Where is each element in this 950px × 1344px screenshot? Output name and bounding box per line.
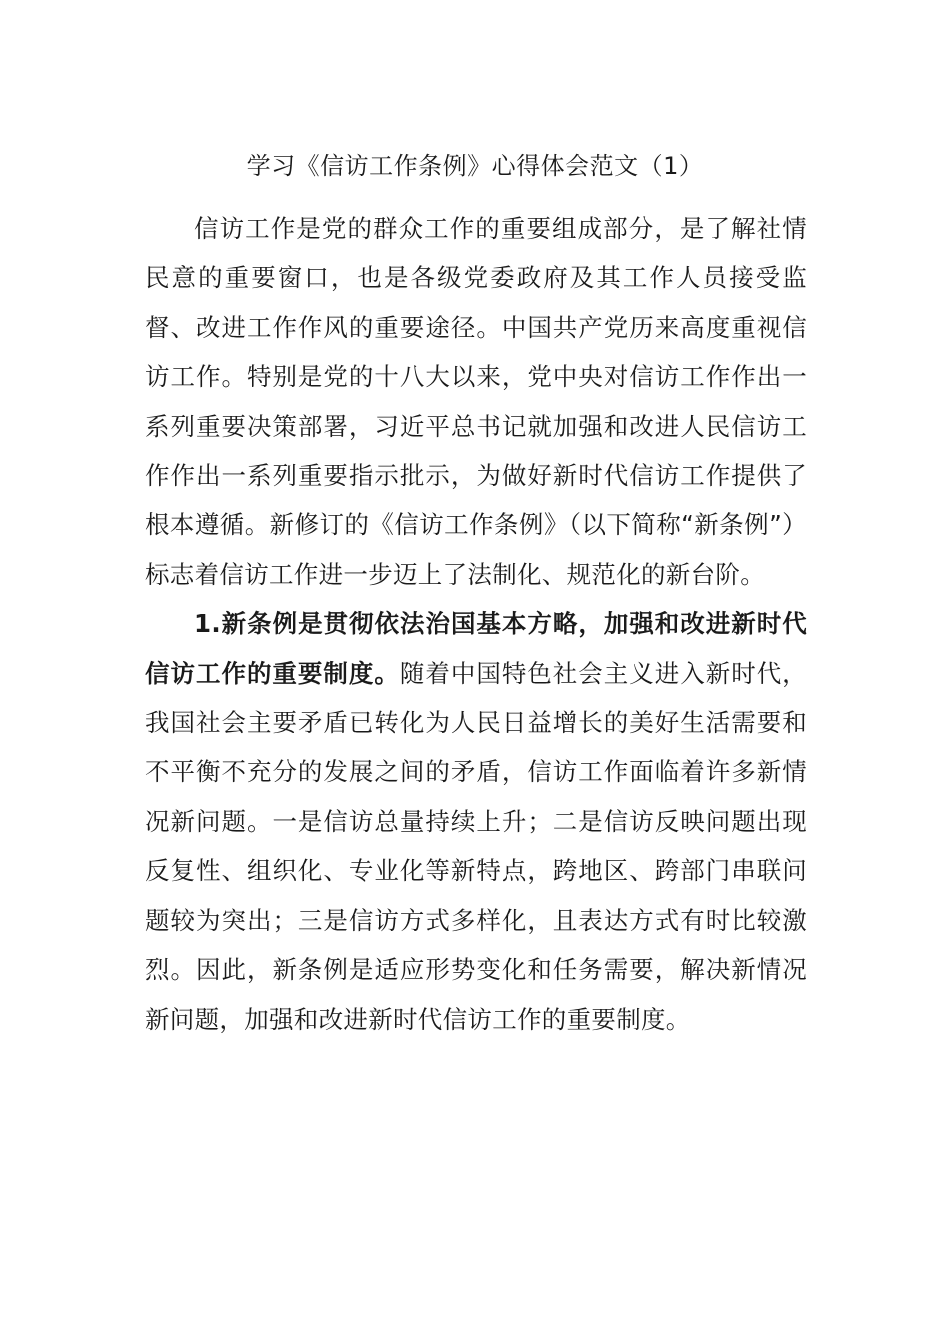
- paragraph-intro: [145, 204, 807, 599]
- paragraph-text: 信访工作是党的群众工作的重要组成部分，是了解社情民意的重要窗口，也是各级党委政府及其工作人员接受监督、改进工作作风的重要途径。中国共产党历来高度重视信访工作。特别是党的十八大以来，党中央对信访工作作出一系列重要决策部署，习近平总书记就加强和改进人民信访工作作出一系列重要指示批示，为做好新时代信访工作提供了根本遵循。新修订的《信访工作条例》（以下简称“新条例”）标志着信访工作进一步迈上了法制化、规范化的新台阶。: [145, 214, 807, 589]
- paragraph-section-1: [145, 599, 807, 1044]
- document-title: 学习《信访工作条例》心得体会范文（1）: [246, 152, 704, 180]
- document-body: [145, 204, 807, 1044]
- paragraph-lead: 1.新条例是贯彻依法治国基本方略，加强和改进新时代信访工作的重要制度。: [145, 609, 807, 688]
- paragraph-text: 随着中国特色社会主义进入新时代，我国社会主要矛盾已转化为人民日益增长的美好生活需要和不平衡不充分的发展之间的矛盾，信访工作面临着许多新情况新问题。一是信访总量持续上升；二是信访反映问题出现反复性、组织化、专业化等新特点，跨地区、跨部门串联问题较为突出；三是信访方式多样化，且表达方式有时比较激烈。因此，新条例是适应形势变化和任务需要，解决新情况新问题，加强和改进新时代信访工作的重要制度。: [145, 658, 807, 1034]
